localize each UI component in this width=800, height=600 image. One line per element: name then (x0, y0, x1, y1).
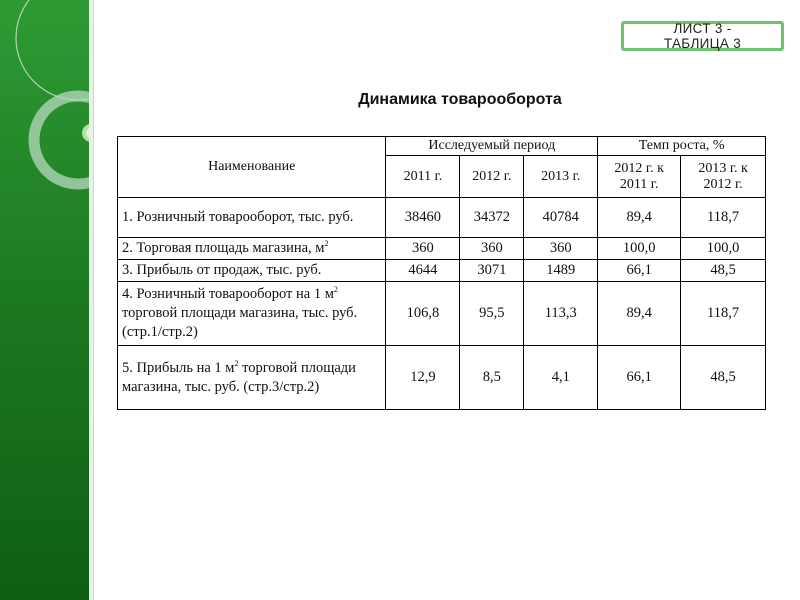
cell-value: 34372 (460, 198, 524, 238)
decorative-circles (0, 0, 90, 600)
header-growth-2013-2012: 2013 г. к 2012 г. (681, 156, 766, 198)
superscript: 2 (333, 285, 338, 295)
cell-value: 89,4 (598, 198, 681, 238)
row-name (118, 346, 386, 410)
cell-value: 4644 (386, 260, 460, 282)
side-band-edge-line (93, 0, 94, 600)
header-year-2013: 2013 г. (524, 156, 598, 198)
row-name-text: 5. Прибыль на 1 м (122, 359, 235, 376)
cell-value: 66,1 (598, 346, 681, 410)
header-name: Наименование (118, 137, 386, 198)
cell-value: 48,5 (681, 260, 766, 282)
row-name: 3. Прибыль от продаж, тыс. руб. (118, 260, 386, 282)
header-growth: Темп роста, % (598, 137, 766, 156)
superscript: 2 (234, 358, 239, 368)
table-row (118, 346, 766, 410)
decorative-side-band (0, 0, 90, 600)
cell-value: 66,1 (598, 260, 681, 282)
superscript: 2 (324, 239, 329, 249)
sheet-label-box (621, 21, 784, 51)
cell-value: 360 (460, 238, 524, 260)
row-name (118, 282, 386, 346)
cell-value: 100,0 (598, 238, 681, 260)
row-name-text: торговой площади магазина, тыс. руб. (стр.1/стр.2) (122, 305, 358, 340)
cell-value: 118,7 (681, 282, 766, 346)
row-name (118, 238, 386, 260)
row-name-text: 4. Розничный товарооборот на 1 м (122, 286, 334, 302)
cell-value: 118,7 (681, 198, 766, 238)
header-row-1 (118, 137, 766, 156)
table-row (118, 198, 766, 238)
sheet-label-line1: ЛИСТ 3 - (673, 21, 732, 36)
cell-value: 48,5 (681, 346, 766, 410)
cell-value: 360 (524, 238, 598, 260)
cell-value: 113,3 (524, 282, 598, 346)
cell-value: 40784 (524, 198, 598, 238)
header-growth-2012-2011: 2012 г. к 2011 г. (598, 156, 681, 198)
row-name-text: 2. Торговая площадь магазина, м (122, 240, 325, 256)
cell-value: 12,9 (386, 346, 460, 410)
cell-value: 95,5 (460, 282, 524, 346)
cell-value: 100,0 (681, 238, 766, 260)
cell-value: 89,4 (598, 282, 681, 346)
cell-value: 106,8 (386, 282, 460, 346)
row-name-text: торговой площади магазина, тыс. руб. (стр.3/стр.2) (122, 359, 356, 395)
cell-value: 1489 (524, 260, 598, 282)
cell-value: 38460 (386, 198, 460, 238)
turnover-table (117, 136, 766, 410)
page-title: Динамика товарооборота (358, 91, 562, 108)
cell-value: 360 (386, 238, 460, 260)
cell-value: 8,5 (460, 346, 524, 410)
row-name: 1. Розничный товарооборот, тыс. руб. (118, 198, 386, 238)
cell-value: 4,1 (524, 346, 598, 410)
cell-value: 3071 (460, 260, 524, 282)
sheet-label-line2: ТАБЛИЦА 3 (663, 36, 742, 51)
table-row (118, 282, 766, 346)
header-period: Исследуемый период (386, 137, 598, 156)
header-year-2011: 2011 г. (386, 156, 460, 198)
header-year-2012: 2012 г. (460, 156, 524, 198)
table-row (118, 238, 766, 260)
table-row (118, 260, 766, 282)
